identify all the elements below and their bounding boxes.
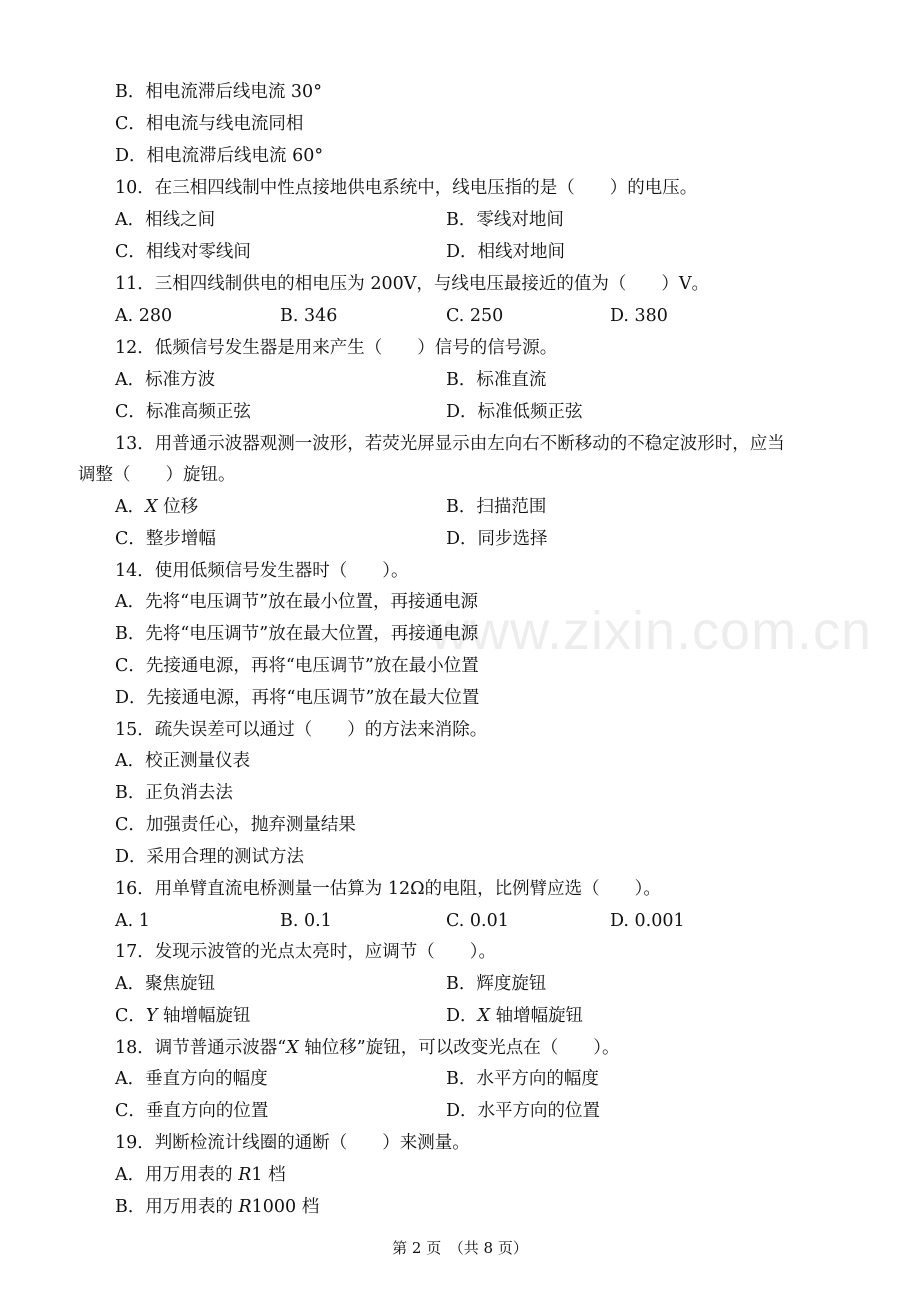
q17-option-c-var: Y	[145, 1006, 158, 1026]
q12-option-a: A．标准方波	[115, 370, 216, 390]
q16-option-a: A. 1	[115, 911, 150, 931]
q17-option-d-var: X	[477, 1006, 490, 1026]
q17-option-d-text: 轴增幅旋钮	[490, 1006, 584, 1026]
q13-option-a-text: 位移	[157, 497, 199, 517]
q15-option-b: B．正负消去法	[115, 783, 233, 803]
q11-option-a: A. 280	[115, 306, 173, 326]
q18-stem	[115, 1037, 619, 1059]
q12-option-d: D．标准低频正弦	[446, 402, 583, 422]
q18-stem-text: 轴位移”旋钮，可以改变光点在（ ）。	[298, 1038, 620, 1058]
q13-stem-line1: 13．用普通示波器观测一波形，若荧光屏显示由左向右不断移动的不稳定波形时，应当	[115, 434, 785, 454]
q11-option-d: D. 380	[610, 306, 668, 326]
q11-option-b: B. 346	[280, 306, 338, 326]
q10-option-d: D．相线对地间	[446, 242, 566, 262]
q16-option-c: C. 0.01	[446, 911, 509, 931]
q19-option-a-var: R	[238, 1165, 252, 1185]
q15-stem: 15．疏失误差可以通过（ ）的方法来消除。	[115, 720, 488, 740]
q17-option-a: A．聚焦旋钮	[115, 974, 216, 994]
q19-option-a-text: 1 档	[251, 1165, 286, 1185]
q16-option-d: D. 0.001	[610, 911, 685, 931]
q9-option-c: C．相电流与线电流同相	[115, 114, 304, 134]
q18-option-c: C．垂直方向的位置	[115, 1101, 269, 1121]
q12-option-c: C．标准高频正弦	[115, 402, 251, 422]
q14-option-a: A．先将“电压调节”放在最小位置，再接通电源	[115, 592, 479, 612]
q17-option-b: B．辉度旋钮	[446, 974, 547, 994]
q13-option-c: C．整步增幅	[115, 529, 216, 549]
q9-option-b: B．相电流滞后线电流 30°	[115, 82, 322, 102]
q12-stem: 12．低频信号发生器是用来产生（ ）信号的信号源。	[115, 338, 558, 358]
q17-option-c-prefix: C．	[115, 1006, 146, 1026]
q17-option-d-prefix: D．	[446, 1006, 478, 1026]
q17-stem: 17．发现示波管的光点太亮时，应调节（ ）。	[115, 942, 497, 962]
q10-option-b: B．零线对地间	[446, 210, 564, 230]
q18-option-b: B．水平方向的幅度	[446, 1069, 599, 1089]
q16-stem: 16．用单臂直流电桥测量一估算为 12Ω的电阻，比例臂应选（ ）。	[115, 879, 661, 899]
q11-option-c: C. 250	[446, 306, 504, 326]
q19-option-a-prefix: A．用万用表的	[115, 1165, 239, 1185]
q17-option-c	[115, 1005, 251, 1027]
q14-option-c: C．先接通电源，再将“电压调节”放在最小位置	[115, 656, 479, 676]
q9-option-d: D．相电流滞后线电流 60°	[115, 146, 324, 166]
q18-option-d: D．水平方向的位置	[446, 1101, 601, 1121]
q18-stem-prefix: 18．调节普通示波器“	[115, 1038, 287, 1058]
q13-option-a-prefix: A．	[115, 497, 146, 517]
q10-option-c: C．相线对零线间	[115, 242, 251, 262]
q13-option-a-var: X	[145, 497, 158, 517]
q13-option-d: D．同步选择	[446, 529, 548, 549]
watermark: www.zixin.com.cn	[430, 601, 873, 661]
q13-option-b: B．扫描范围	[446, 497, 547, 517]
page-footer: 第 2 页 （共 8 页）	[392, 1239, 528, 1257]
q14-option-b: B．先将“电压调节”放在最大位置，再接通电源	[115, 624, 479, 644]
q19-option-b-prefix: B．用万用表的	[115, 1197, 239, 1217]
q19-stem: 19．判断检流计线圈的通断（ ）来测量。	[115, 1133, 470, 1153]
q11-stem: 11．三相四线制供电的相电压为 200V，与线电压最接近的值为（ ）V。	[115, 274, 710, 294]
q18-stem-var: X	[286, 1038, 299, 1058]
q19-option-b-var: R	[238, 1197, 252, 1217]
q10-stem: 10．在三相四线制中性点接地供电系统中，线电压指的是（ ）的电压。	[115, 178, 698, 198]
q12-option-b: B．标准直流	[446, 370, 547, 390]
q17-option-d	[446, 1005, 583, 1027]
q13-stem-line2: 调整（ ）旋钮。	[78, 465, 236, 485]
q19-option-a	[115, 1164, 286, 1186]
q10-option-a: A．相线之间	[115, 210, 216, 230]
q16-option-b: B. 0.1	[280, 911, 332, 931]
q13-option-a	[115, 496, 198, 518]
q18-option-a: A．垂直方向的幅度	[115, 1069, 268, 1089]
q19-option-b	[115, 1196, 319, 1218]
q17-option-c-text: 轴增幅旋钮	[157, 1006, 251, 1026]
q14-stem: 14．使用低频信号发生器时（ ）。	[115, 561, 409, 581]
q15-option-d: D．采用合理的测试方法	[115, 847, 305, 867]
q19-option-b-text: 1000 档	[251, 1197, 320, 1217]
q15-option-a: A．校正测量仪表	[115, 751, 251, 771]
q15-option-c: C．加强责任心，抛弃测量结果	[115, 815, 356, 835]
q14-option-d: D．先接通电源，再将“电压调节”放在最大位置	[115, 688, 480, 708]
